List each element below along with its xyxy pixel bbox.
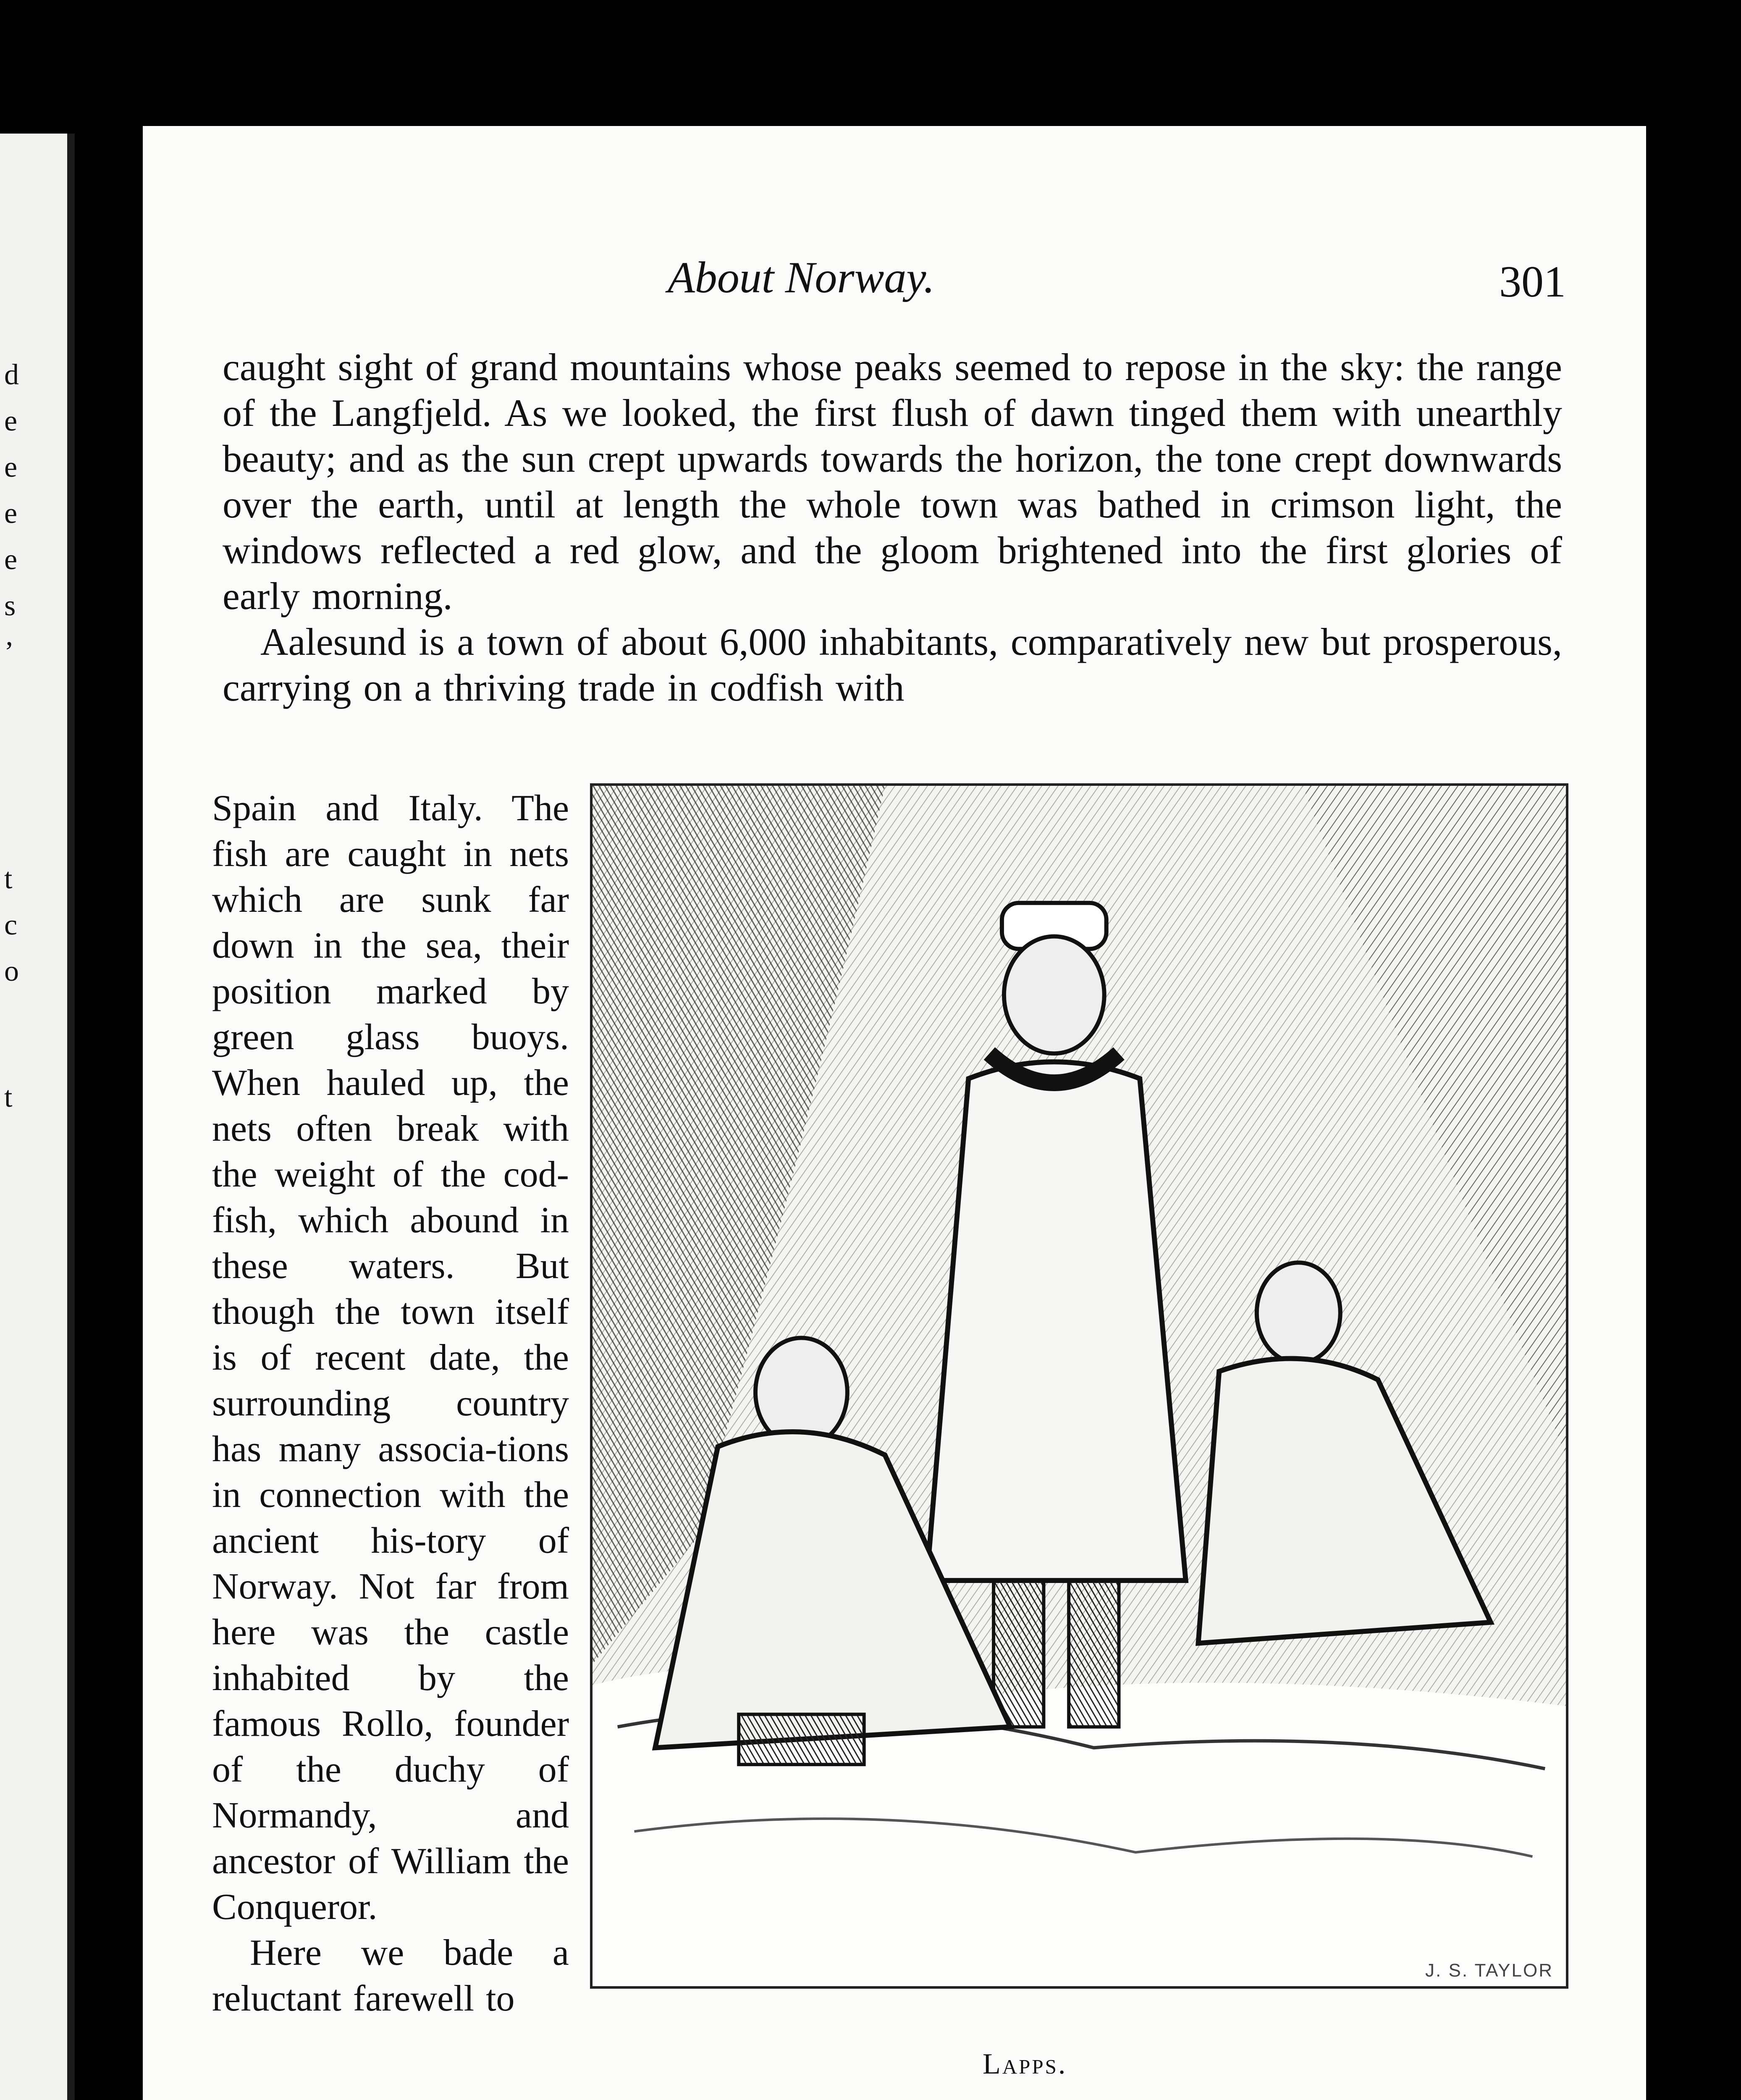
text-top bbox=[223, 344, 1562, 790]
edge-letter: e bbox=[4, 497, 18, 530]
paragraph: Spain and Italy. The fish are caught in nets which are sunk far down in the sea, their position marked by green glass buoys. When hauled up, the nets often break with the weight of the cod-fish, which abound in these waters. But though the town itself is of recent date, the surrounding country has many associa-tions in connection with the ancient his-tory of Norway. Not far from here was the castle inhabited by the famous Rollo, founder of the duchy of Normandy, and ancestor of William the Conqueror. bbox=[212, 788, 569, 1927]
paragraph: Here we bade a reluctant farewell to bbox=[212, 1932, 569, 2019]
edge-letter: t bbox=[4, 863, 13, 895]
edge-letter: o bbox=[4, 955, 19, 987]
edge-letter: d bbox=[4, 359, 19, 391]
edge-letter: e bbox=[4, 451, 18, 483]
facing-page-edge bbox=[0, 134, 75, 2100]
paragraph: caught sight of grand mountains whose peaks seemed to repose in the sky: the range of the Langfjeld. As we looked, the first flush of dawn tinged them with unearthly beauty; and as the sun crept upwards towards the horizon, the tone crept downwards over the earth, until at length the whole town was bathed in crimson light, the windows reflected a red glow, and the gloom brightened into the first glories of early morning. bbox=[223, 346, 1562, 617]
edge-letter: e bbox=[4, 405, 18, 437]
paragraph: Aalesund is a town of about 6,000 inhabitants, comparatively new but prosperous, carrying on a thriving trade in codfish with bbox=[223, 620, 1562, 709]
figure-caption: Lapps. bbox=[983, 2048, 1067, 2080]
page-number: 301 bbox=[1499, 257, 1566, 306]
engraver-signature: J. S. TAYLOR bbox=[1425, 1960, 1553, 1981]
illustration-lapps bbox=[590, 783, 1568, 1989]
book-page bbox=[143, 126, 1646, 2100]
edge-letter: t bbox=[4, 1081, 13, 1113]
edge-letter: ’ bbox=[4, 636, 14, 668]
text-wrap-column bbox=[212, 785, 569, 2100]
edge-letter: c bbox=[4, 909, 18, 941]
engraving-image bbox=[593, 786, 1566, 1986]
running-head: About Norway. bbox=[668, 253, 935, 302]
edge-letter: s bbox=[4, 590, 16, 622]
edge-letter: e bbox=[4, 543, 18, 576]
